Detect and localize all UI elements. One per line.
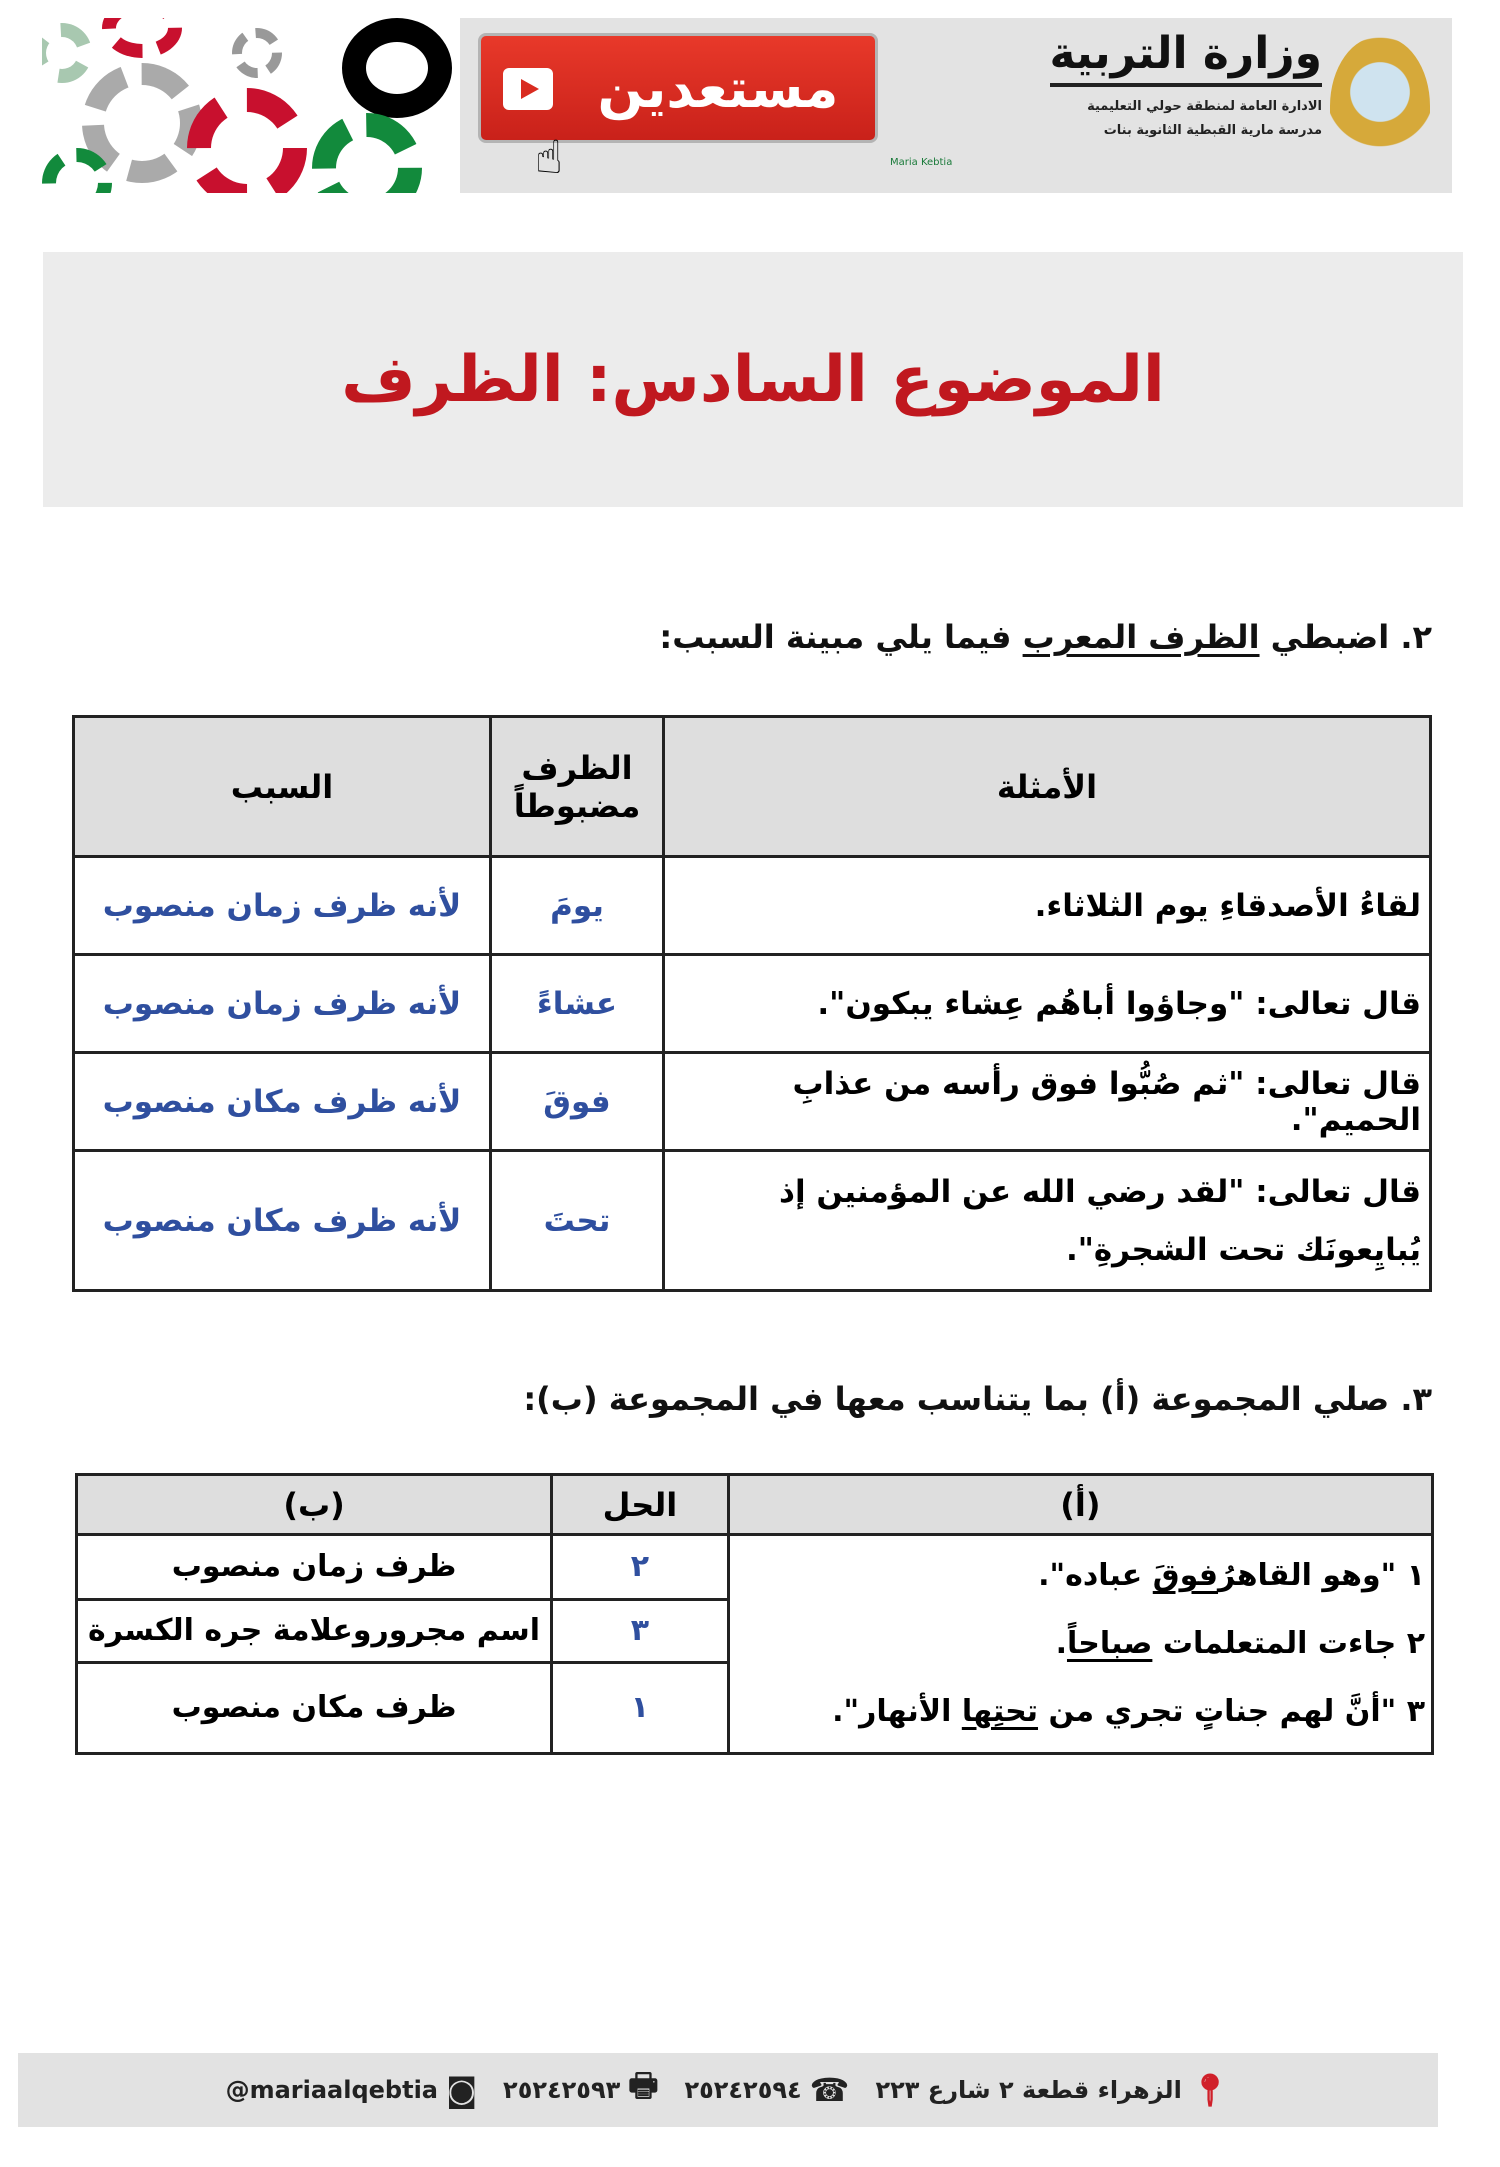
- table-row: [74, 1151, 1431, 1291]
- footer-instagram[interactable]: [226, 2071, 477, 2109]
- play-icon: [503, 68, 553, 110]
- location-pin-icon: 📍︎: [1189, 2071, 1231, 2109]
- instagram-handle[interactable]: @mariaalqebtia: [225, 2076, 438, 2104]
- fax-text: ٢٥٢٤٢٥٩٣: [503, 2076, 621, 2104]
- adverb-cell: عشاءً: [491, 955, 664, 1053]
- instagram-icon: ◙: [446, 2071, 478, 2109]
- question-3: ٣. صلي المجموعة (أ) بما يتناسب معها في المجموعة (ب):: [523, 1380, 1432, 1418]
- header-banner: [460, 18, 1452, 193]
- reason-cell: لأنه ظرف مكان منصوب: [74, 1151, 491, 1291]
- address-text: الزهراء قطعة ٢ شارع ٢٢٣: [875, 2076, 1182, 2104]
- item-underlined: تحتِها: [961, 1694, 1039, 1729]
- item-text: عباده".: [1038, 1558, 1153, 1593]
- group-b-cell: ظرف زمان منصوب: [77, 1535, 552, 1600]
- q2-text-rest: فيما يلي مبينة السبب:: [659, 618, 1023, 656]
- solution-cell: ٢: [552, 1535, 729, 1600]
- example-cell: قال تعالى: "ثم صُبُّوا فوق رأسه من عذابِ الحميم".: [664, 1053, 1431, 1151]
- footer-bar: [18, 2053, 1438, 2127]
- school-logo: [890, 38, 1000, 188]
- ministry-title: وزارة التربية: [1049, 28, 1322, 79]
- school-name: مدرسة مارية القبطية الثانوية بنات: [1103, 123, 1322, 138]
- group-a-cell: [728, 1535, 1432, 1754]
- pointer-hand-icon: ☝: [535, 130, 564, 184]
- header-group-a: (أ): [728, 1475, 1432, 1535]
- table-header-row: [74, 717, 1431, 857]
- header-adverb: الظرف مضبوطاً: [491, 717, 664, 857]
- item-text: .: [1055, 1626, 1067, 1661]
- item-text: ٣ "أنَّ لهم جناتٍ تجري من: [1038, 1694, 1425, 1729]
- q2-underlined: الظرف المعرب: [1022, 618, 1260, 656]
- example-cell: قال تعالى: "وجاؤوا أباهُم عِشاء يبكون".: [664, 955, 1431, 1053]
- page-title: الموضوع السادس: الظرف: [341, 342, 1165, 417]
- solution-cell: ١: [552, 1662, 729, 1753]
- reason-cell: لأنه ظرف زمان منصوب: [74, 955, 491, 1053]
- adverb-cell: يومَ: [491, 857, 664, 955]
- item-text: الأنهار".: [832, 1694, 962, 1729]
- header-group-b: (ب): [77, 1475, 552, 1535]
- phone-icon: ☎: [809, 2071, 850, 2109]
- table-row: [74, 955, 1431, 1053]
- reason-cell: لأنه ظرف مكان منصوب: [74, 1053, 491, 1151]
- footer-phone: [684, 2071, 849, 2109]
- adverbs-table: [72, 715, 1432, 1292]
- table-header-row: [77, 1475, 1433, 1535]
- table-row: [74, 1053, 1431, 1151]
- item-text: ١ "وهو القاهرُ: [1218, 1558, 1425, 1593]
- question-2: [659, 618, 1432, 656]
- example-cell: لقاءُ الأصدقاءِ يوم الثلاثاء.: [664, 857, 1431, 955]
- q2-text: ٢. اضبطي: [1259, 618, 1432, 656]
- item-underlined: فوقَ: [1152, 1558, 1219, 1593]
- header-examples: الأمثلة: [664, 717, 1431, 857]
- ministry-heading: [1050, 28, 1323, 143]
- table-row: [77, 1535, 1433, 1600]
- group-a-item: [736, 1542, 1425, 1610]
- adverb-cell: تحتَ: [491, 1151, 664, 1291]
- fax-icon: 🖶: [628, 2066, 659, 2104]
- youtube-button-label: مستعدين: [597, 56, 839, 120]
- group-b-cell: اسم مجروروعلامة جره الكسرة: [77, 1599, 552, 1662]
- kuwait-emblem-logo: [1330, 36, 1430, 176]
- header-solution: الحل: [552, 1475, 729, 1535]
- footer-address: [876, 2071, 1231, 2109]
- group-a-item: [736, 1678, 1425, 1746]
- solution-cell: ٣: [552, 1599, 729, 1662]
- matching-table: [75, 1473, 1434, 1755]
- school-logo-text: Maria Kebtia: [890, 157, 953, 168]
- youtube-button[interactable]: [478, 33, 878, 143]
- divider: [1050, 83, 1323, 87]
- phone-text: ٢٥٢٤٢٥٩٤: [684, 2076, 802, 2104]
- header-reason: السبب: [74, 717, 491, 857]
- adverb-cell: فوقَ: [491, 1053, 664, 1151]
- group-b-cell: ظرف مكان منصوب: [77, 1662, 552, 1753]
- group-a-item: [736, 1610, 1425, 1678]
- footer-fax: [503, 2063, 658, 2117]
- example-cell: قال تعالى: "لقد رضي الله عن المؤمنين إذ يُبايِعونَك تحت الشجرةِ".: [664, 1151, 1431, 1291]
- item-text: ٢ جاءت المتعلمات: [1152, 1626, 1425, 1661]
- reason-cell: لأنه ظرف زمان منصوب: [74, 857, 491, 955]
- directorate-name: الادارة العامة لمنطقة حولي التعليمية: [1087, 99, 1322, 114]
- table-row: [74, 857, 1431, 955]
- item-underlined: صباحاً: [1066, 1626, 1153, 1661]
- gears-decoration: [42, 18, 460, 193]
- title-box: [43, 252, 1463, 507]
